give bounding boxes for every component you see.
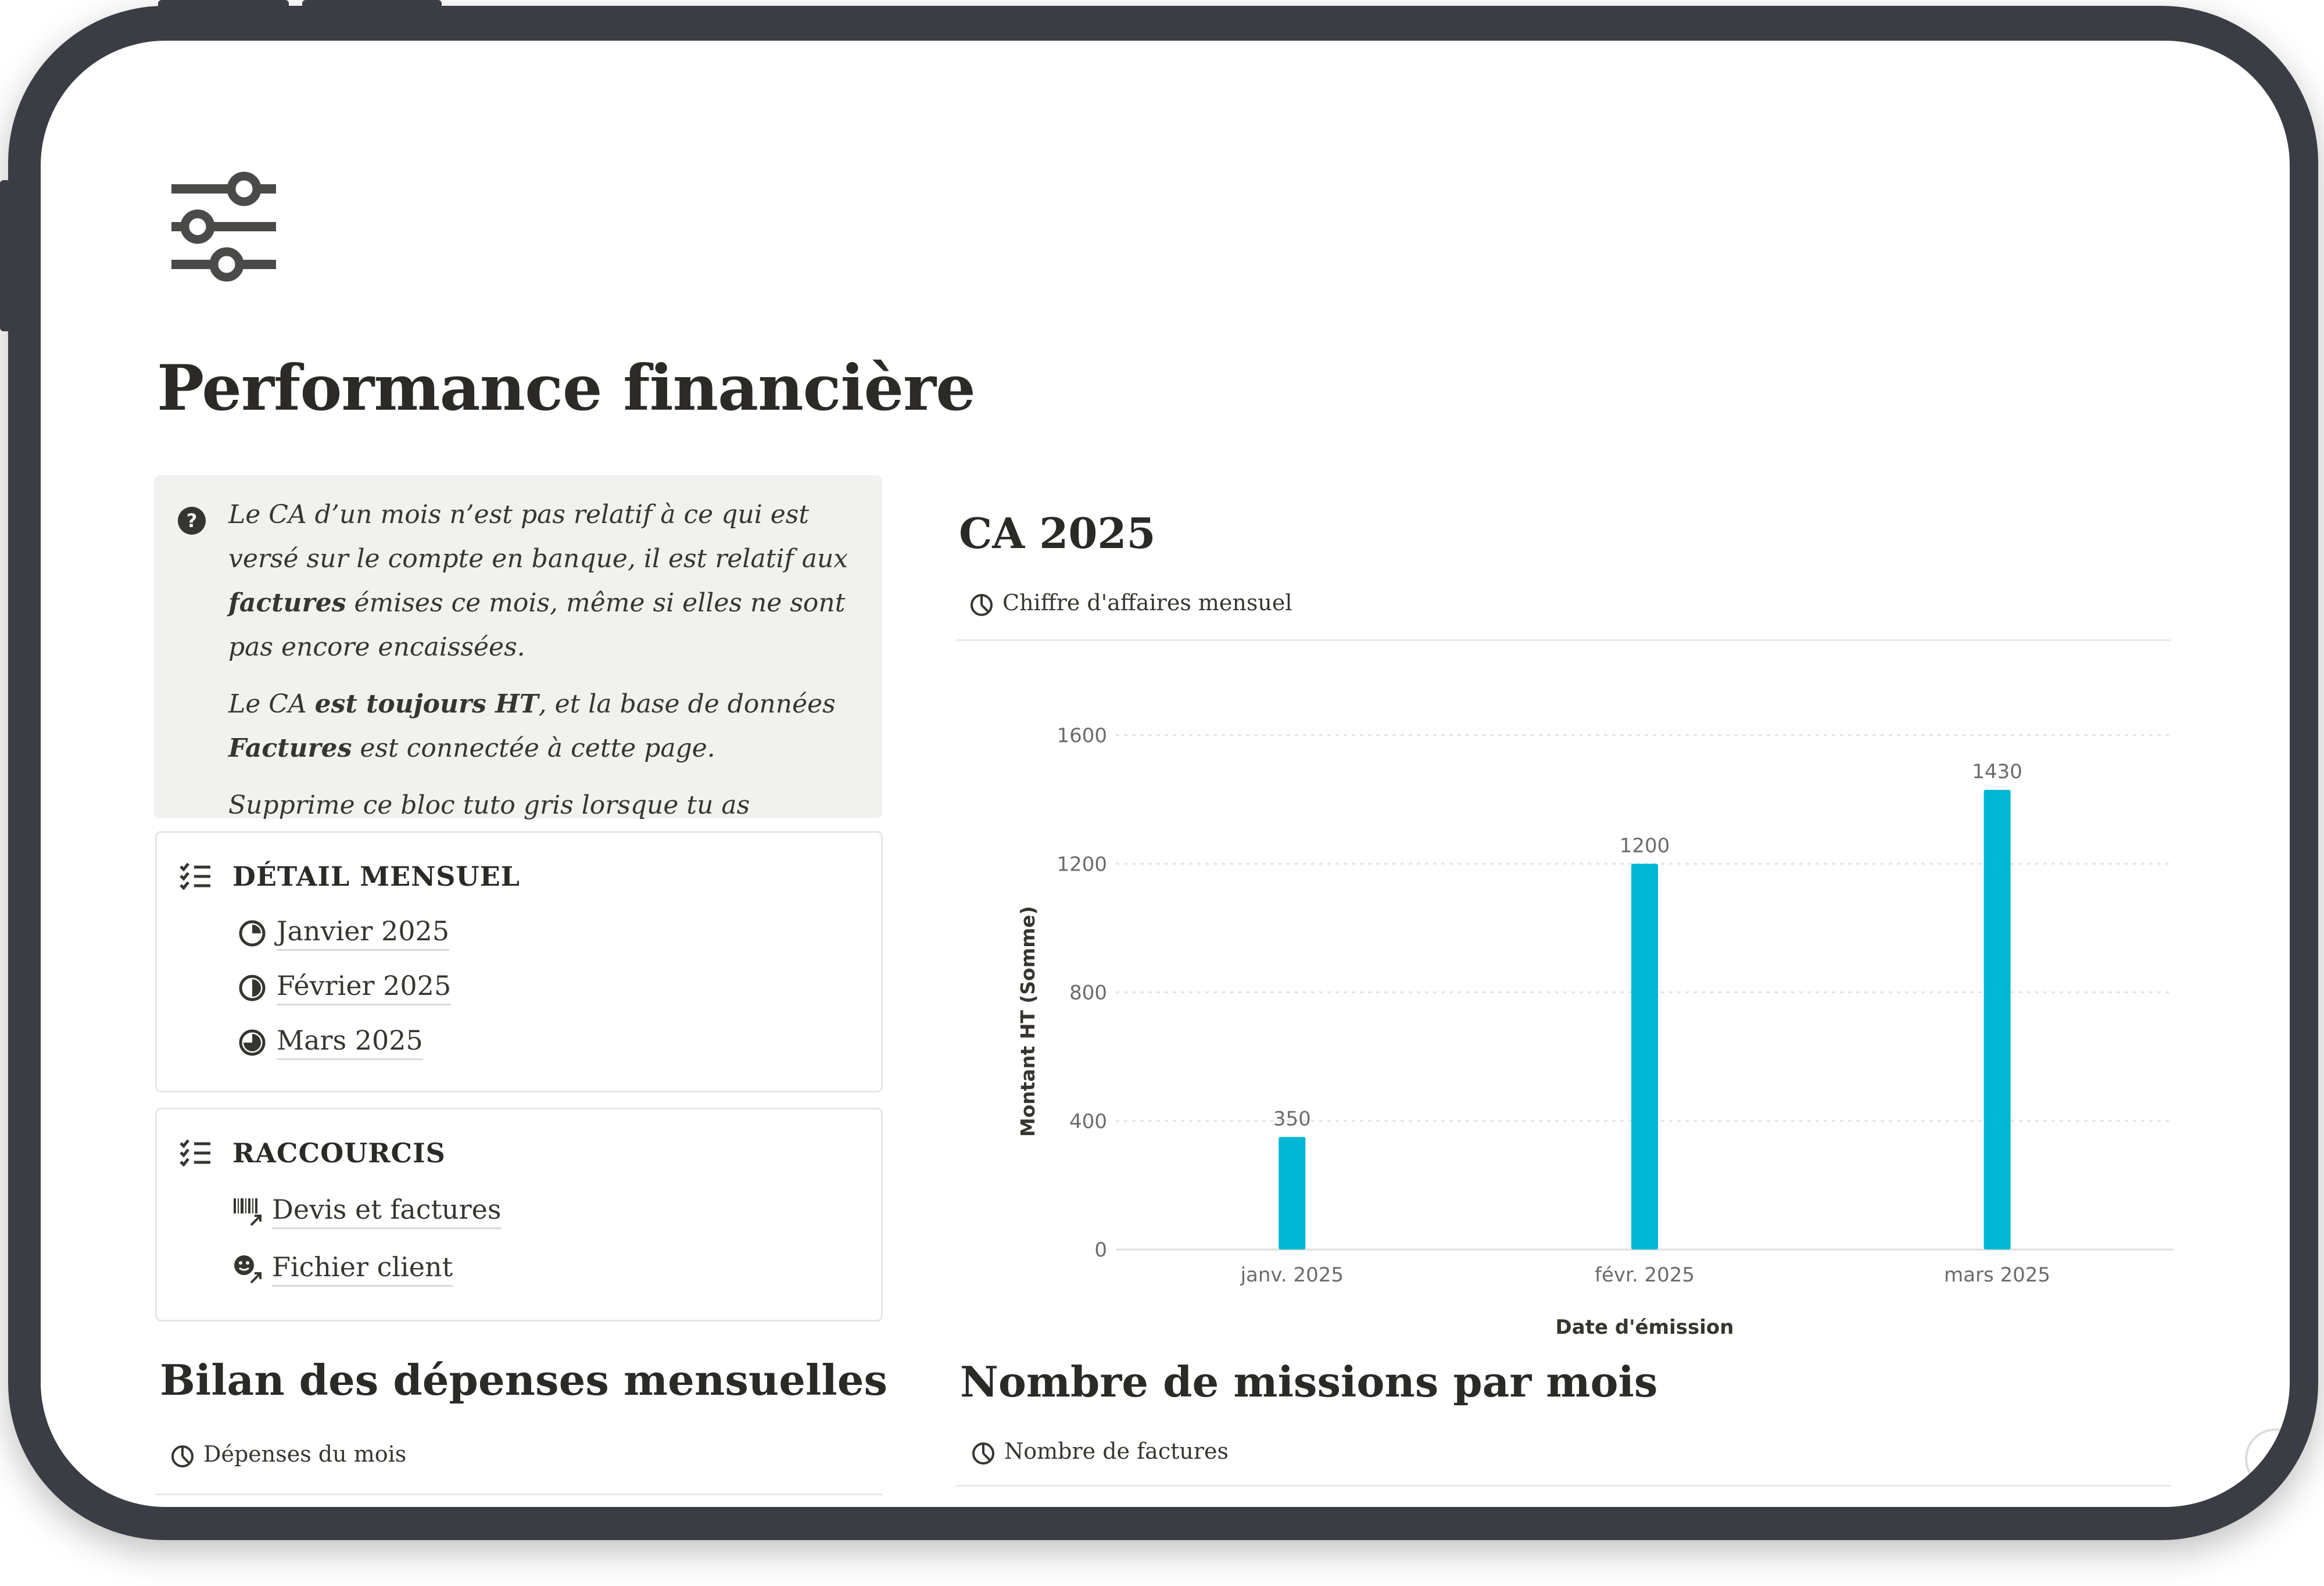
sliders-icon[interactable] xyxy=(171,171,276,282)
shortcuts-heading: RACCOURCIS xyxy=(232,1137,446,1169)
callout-paragraph-2: Le CA est toujours HT, et la base de données Factures est connectée à cette page. xyxy=(228,689,836,763)
callout-text xyxy=(228,493,868,885)
link-devis-et-factures[interactable]: Devis et factures xyxy=(232,1194,502,1227)
link-janvier-2025[interactable]: Janvier 2025 xyxy=(238,915,449,947)
outline-handle-icon[interactable] xyxy=(2284,384,2290,436)
barcode-link-icon xyxy=(232,1196,264,1227)
y-tick-label: 1200 xyxy=(1057,853,1107,876)
expenses-heading: Bilan des dépenses mensuelles xyxy=(160,1355,888,1405)
tablet-side-button xyxy=(0,180,12,331)
y-tick-label: 400 xyxy=(1069,1109,1107,1133)
x-tick-label: mars 2025 xyxy=(1944,1263,2051,1287)
shortcuts-box xyxy=(155,1108,883,1322)
svg-text:?: ? xyxy=(2268,1444,2283,1475)
bar-data-label: 350 xyxy=(1273,1107,1311,1131)
clock-three-quarter-icon xyxy=(238,1029,266,1057)
help-button[interactable] xyxy=(2243,1427,2290,1491)
tutorial-callout xyxy=(154,475,882,818)
clock-half-icon xyxy=(238,974,266,1002)
chart-view-icon xyxy=(170,1444,195,1469)
bar xyxy=(1984,790,2011,1250)
y-tick-label: 0 xyxy=(1094,1238,1107,1262)
tablet-volume-button xyxy=(158,0,289,9)
bar xyxy=(1279,1137,1305,1250)
tablet-power-button xyxy=(302,0,442,9)
ca-heading: CA 2025 xyxy=(959,509,1156,558)
bar xyxy=(1631,864,1658,1250)
x-tick-label: févr. 2025 xyxy=(1594,1263,1695,1287)
face-link-icon xyxy=(232,1254,264,1285)
expenses-divider xyxy=(155,1494,883,1495)
x-axis-label: Date d'émission xyxy=(1555,1316,1734,1339)
ca-divider xyxy=(956,639,2171,641)
link-mars-2025[interactable]: Mars 2025 xyxy=(238,1025,423,1057)
bar-data-label: 1430 xyxy=(1972,760,2022,784)
checklist-icon xyxy=(179,1139,212,1166)
missions-divider xyxy=(956,1485,2171,1487)
question-circle-icon xyxy=(177,506,206,535)
clock-quarter-icon xyxy=(238,919,266,947)
ca-view-tab[interactable]: Chiffre d'affaires mensuel xyxy=(969,590,1292,618)
link-fichier-client[interactable]: Fichier client xyxy=(232,1251,453,1285)
expenses-view-tab[interactable]: Dépenses du mois xyxy=(170,1441,406,1469)
checklist-icon xyxy=(179,862,212,890)
y-tick-label: 1600 xyxy=(1057,724,1107,747)
page-title: Performance financière xyxy=(157,352,975,425)
x-tick-label: janv. 2025 xyxy=(1240,1263,1344,1287)
chart-view-icon xyxy=(971,1441,996,1466)
ca-bar-chart xyxy=(959,668,2179,1377)
y-tick-label: 800 xyxy=(1069,981,1107,1005)
chart-view-icon xyxy=(969,592,994,618)
link-fevrier-2025[interactable]: Février 2025 xyxy=(238,970,451,1002)
bar-data-label: 1200 xyxy=(1619,834,1670,858)
y-axis-label: Montant HT (Somme) xyxy=(1016,905,1039,1137)
missions-heading: Nombre de missions par mois xyxy=(960,1357,1658,1406)
callout-paragraph-3: Supprime ce bloc tuto gris lorsque tu as xyxy=(228,790,750,820)
missions-view-tab[interactable]: Nombre de factures xyxy=(971,1438,1229,1466)
monthly-detail-heading: DÉTAIL MENSUEL xyxy=(232,861,521,892)
monthly-detail-box xyxy=(155,831,883,1093)
tablet-screen xyxy=(41,41,2290,1507)
callout-paragraph-1: Le CA d’un mois n’est pas relatif à ce qui est versé sur le compte en banque, il est relatif aux factures émises ce mois, même si elles ne sont pas encore encaissées. xyxy=(228,500,848,662)
svg-text:?: ? xyxy=(186,510,198,532)
